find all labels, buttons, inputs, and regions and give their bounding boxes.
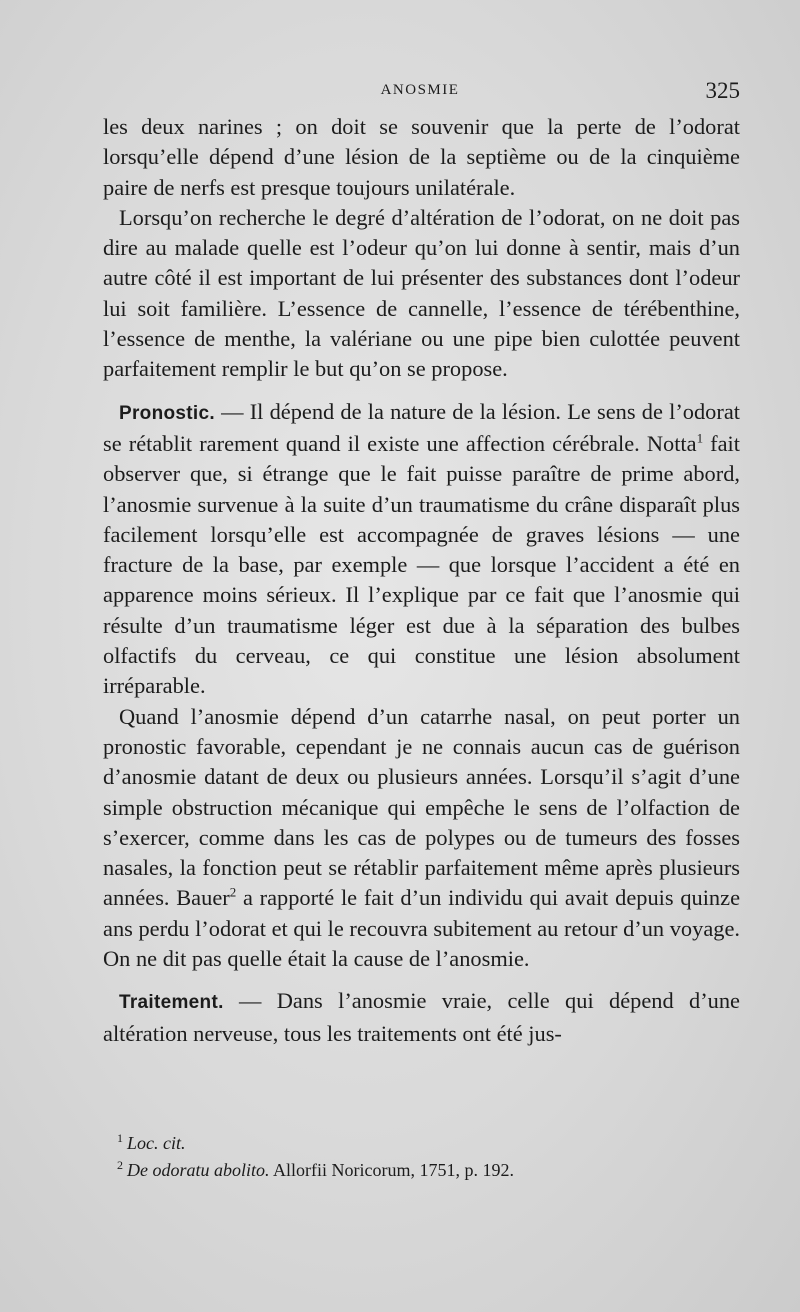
footnote-citation: Loc. cit. xyxy=(127,1133,186,1153)
footnote-1 xyxy=(117,1130,737,1157)
section-heading-pronostic: Pronostic. xyxy=(119,402,215,424)
paragraph-traitement xyxy=(103,986,740,1049)
footnote-mark: 1 xyxy=(117,1131,123,1145)
footnote-ref-2: 2 xyxy=(229,884,237,900)
paragraph-2: Lorsqu’on recherche le degré d’altération de l’odorat, on ne doit pas dire au malade quelle est l’odeur qu’on lui donne à sentir, mais d’un autre côté il est important de lui présenter des substances dont l’odeur lui soit familière. L’essence de cannelle, l’essence de térébenthine, l’essence de menthe, la valériane ou une pipe bien culottée peuvent parfaitement remplir le but qu’on se propose. xyxy=(103,204,740,382)
section-heading-traitement: Traitement. xyxy=(119,992,224,1014)
quand-text-a: Quand l’anosmie dépend d’un catarrhe nasal, on peut porter un pronostic favorable, cependant je ne connais aucun cas de guérison d’anosmie datant de deux ou plusieurs années. Lorsqu’il s’agit d’une simple obstruction mécanique qui empêche le sens de l’olfaction de s’exercer, comme dans les cas de polypes ou de tumeurs des fosses nasales, la fonction peut se rétablir parfaitement même après plusieurs années. Bauer xyxy=(103,703,740,911)
chapter-title: ANOSMIE xyxy=(380,82,460,98)
page-number: 325 xyxy=(705,78,740,103)
running-head xyxy=(100,80,740,104)
footnote-detail: Allorfii Noricorum, 1751, p. 192. xyxy=(269,1160,514,1180)
footnote-mark: 2 xyxy=(117,1158,123,1172)
paragraph-1: les deux narines ; on doit se souvenir que la perte de l’odorat lorsqu’elle dépend d’une lésion de la septième ou de la cinquième paire de nerfs est presque toujours unilatérale. xyxy=(103,114,740,200)
pronostic-text-b: fait observer que, si étrange que le fait puisse paraître de prime abord, l’anosmie survenue à la suite d’un traumatisme du crâne disparaît plus facilement lorsqu’elle est accompagnée de graves lésions — une fracture de la base, par exemple — que lorsque l’accident a été en apparence moins sérieux. Il l’explique par ce fait que l’anosmie qui résulte d’un traumatisme léger est due à la séparation des bulbes olfactifs du cerveau, ce qui constitue une lésion absolument irréparable. xyxy=(103,430,740,699)
traitement-text: — Dans l’anosmie vraie, celle qui dépend d’une altération nerveuse, tous les traitements ont été jus- xyxy=(103,988,740,1046)
footnote-citation: De odoratu abolito. xyxy=(127,1160,270,1180)
footnote-2 xyxy=(117,1157,737,1184)
footnote-ref-1: 1 xyxy=(696,430,704,446)
body-text xyxy=(103,112,740,1049)
paragraph-pronostic xyxy=(103,397,740,702)
footnotes xyxy=(117,1130,737,1184)
pronostic-text-a: — Il dépend de la nature de la lésion. Le sens de l’odorat se rétablit rarement quand il existe une affection cérébrale. Notta xyxy=(103,398,740,456)
quand-text-b: a rapporté le fait d’un individu qui avait depuis quinze ans perdu l’odorat et qui le recouvra subitement au retour d’un voyage. On ne dit pas quelle était la cause de l’anosmie. xyxy=(103,885,741,972)
paragraph-quand xyxy=(103,702,740,975)
